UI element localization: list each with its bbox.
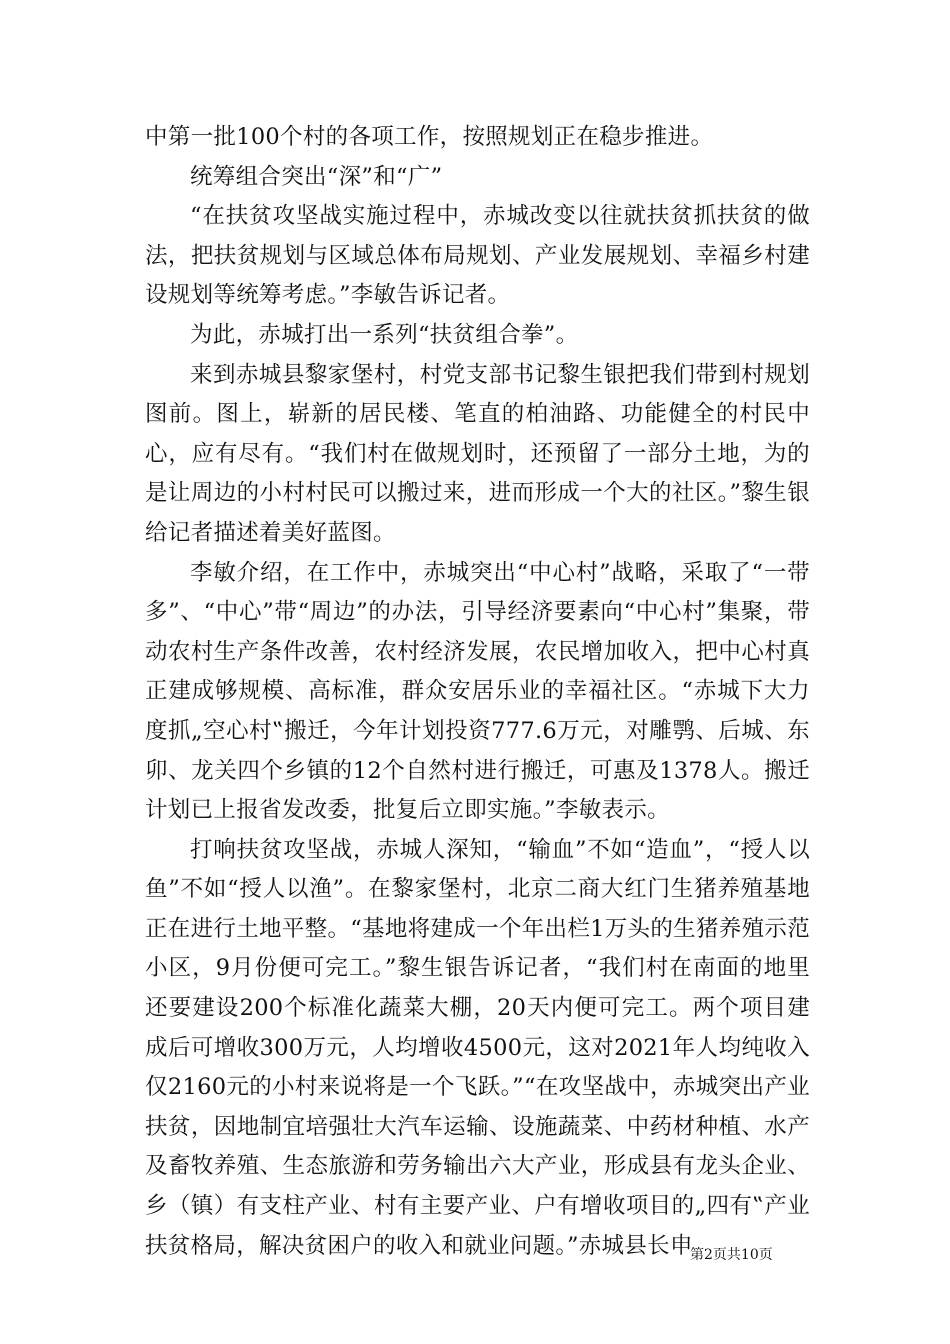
paragraph: 李敏介绍，在工作中，赤城突出“中心村”战略，采取了“一带多”、“中心”带“周边”的办法，引导经济要素向“中心村”集聚，带动农村生产条件改善，农村经济发展，农民增加收入，把中心村真正建成够规模、高标准，群众安居乐业的幸福社区。“赤城下大力度抓„空心村‟搬迁，今年计划投资777.6万元，对雕鹗、后城、东卯、龙关四个乡镇的12个自然村进行搬迁，可惠及1378人。搬迁计划已上报省发改委，批复后立即实施。”李敏表示。 xyxy=(145,559,810,824)
paragraph: “在扶贫攻坚战实施过程中，赤城改变以往就扶贫抓扶贫的做法，把扶贫规划与区域总体布局规划、产业发展规划、幸福乡村建设规划等统筹考虑。”李敏告诉记者。 xyxy=(145,203,810,309)
paragraph: 来到赤城县黎家堡村，村党支部书记黎生银把我们带到村规划图前。图上，崭新的居民楼、笔直的柏油路、功能健全的村民中心，应有尽有。“我们村在做规划时，还预留了一部分土地，为的是让周边的小村村民可以搬过来，进而形成一个大的社区。”黎生银给记者描述着美好蓝图。 xyxy=(145,361,810,546)
paragraph-continuation: 中第一批100个村的各项工作，按照规划正在稳步推进。 xyxy=(145,124,714,150)
page-number-footer: 第2页共10页 xyxy=(690,1247,773,1263)
paragraph: 打响扶贫攻坚战，赤城人深知，“输血”不如“造血”，“授人以鱼”不如“授人以渔”。在黎家堡村，北京二商大红门生猪养殖基地正在进行土地平整。“基地将建成一个年出栏1万头的生猪养殖示范小区，9月份便可完工。”黎生银告诉记者，“我们村在南面的地里还要建设200个标准化蔬菜大棚，20天内便可完工。两个项目建成后可增收300万元，人均增收4500元，这对2021年人均纯收入仅2160元的小村来说将是一个飞跃。”“在攻坚战中，赤城突出产业扶贫，因地制宜培强壮大汽车运输、设施蔬菜、中药材种植、水产及畜牧养殖、生态旅游和劳务输出六大产业，形成县有龙头企业、乡（镇）有支柱产业、村有主要产业、户有增收项目的„四有‟产业扶贫格局，解决贫困户的收入和就业问题。”赤城县长申 xyxy=(145,836,810,1259)
article-body xyxy=(145,118,810,1266)
section-heading: 统筹组合突出“深”和“广” xyxy=(190,163,443,190)
paragraph: 为此，赤城打出一系列“扶贫组合拳”。 xyxy=(190,321,579,348)
